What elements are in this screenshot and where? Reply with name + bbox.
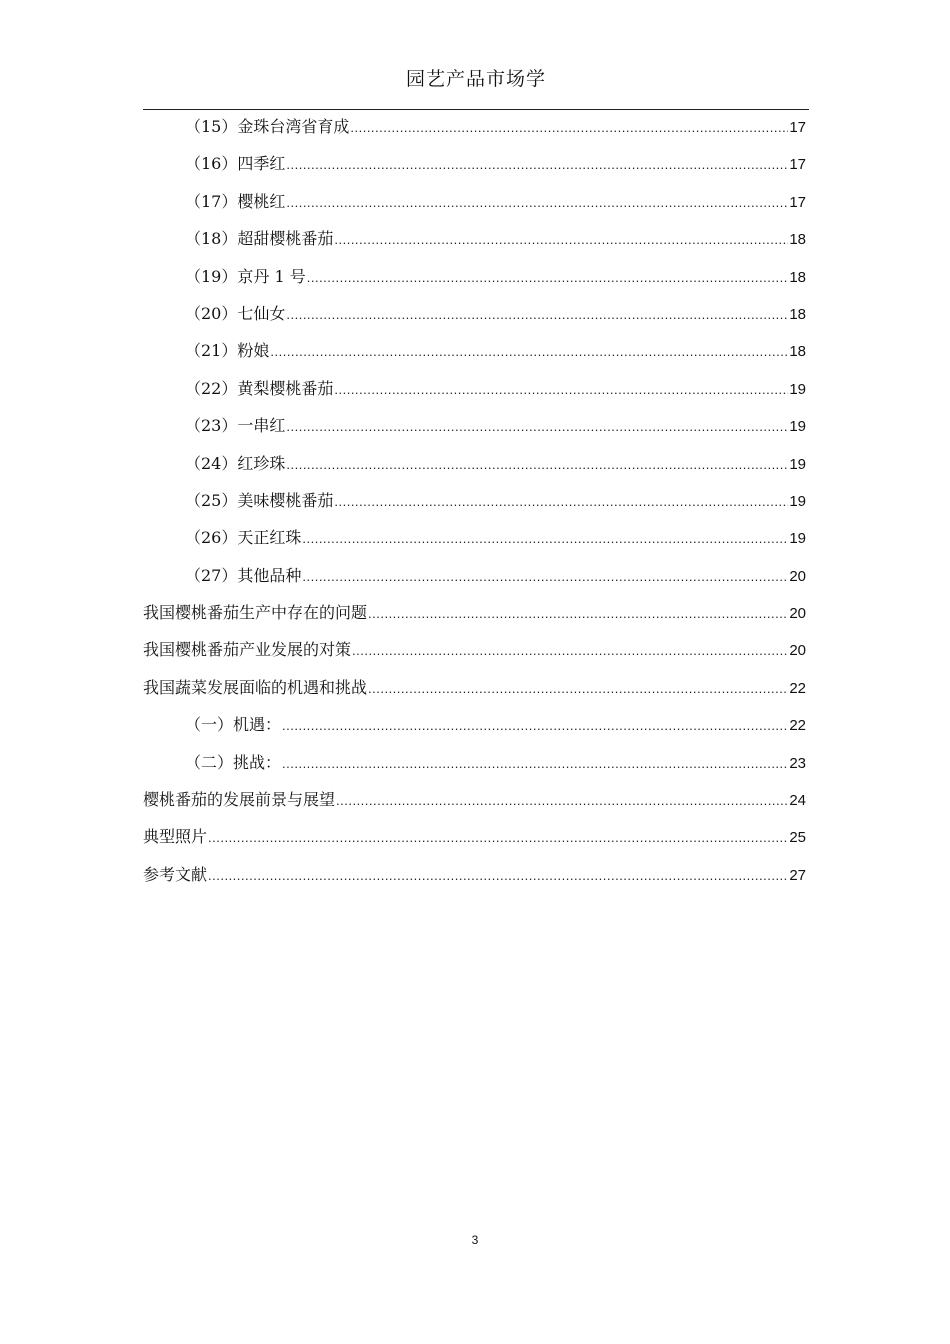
toc-entry[interactable] bbox=[143, 145, 806, 182]
toc-entry[interactable] bbox=[143, 818, 806, 855]
toc-entry-page: 17 bbox=[789, 156, 806, 174]
toc-entry[interactable] bbox=[143, 557, 806, 594]
toc-entry-title: 我国樱桃番茄产业发展的对策 bbox=[143, 640, 352, 660]
toc-entry-title: （21）粉娘 bbox=[185, 341, 270, 361]
toc-entry-page: 17 bbox=[789, 193, 806, 211]
toc-entry[interactable] bbox=[143, 258, 806, 295]
toc-entry-title: （27）其他品种 bbox=[185, 565, 302, 585]
table-of-contents bbox=[143, 108, 806, 893]
page-number: 3 bbox=[471, 1233, 479, 1247]
toc-entry-page: 20 bbox=[789, 567, 806, 585]
toc-entry-title: （26）天正红珠 bbox=[185, 528, 302, 548]
toc-entry-title: 樱桃番茄的发展前景与展望 bbox=[143, 790, 336, 810]
toc-entry-page: 19 bbox=[789, 418, 806, 436]
toc-dot-leader bbox=[352, 632, 788, 669]
toc-dot-leader bbox=[286, 446, 788, 483]
toc-dot-leader bbox=[286, 296, 788, 333]
toc-entry-title: （一）机遇： bbox=[185, 715, 282, 735]
toc-entry[interactable] bbox=[143, 482, 806, 519]
toc-entry-page: 19 bbox=[789, 455, 806, 473]
toc-entry[interactable] bbox=[143, 108, 806, 145]
toc-dot-leader bbox=[350, 109, 788, 146]
toc-dot-leader bbox=[368, 595, 788, 632]
toc-dot-leader bbox=[286, 146, 788, 183]
toc-entry-title: （16）四季红 bbox=[185, 154, 286, 174]
toc-entry-title: （25）美味樱桃番茄 bbox=[185, 490, 334, 510]
toc-entry-title: （24）红珍珠 bbox=[185, 453, 286, 473]
toc-entry[interactable] bbox=[143, 594, 806, 631]
toc-dot-leader bbox=[307, 259, 789, 296]
toc-entry-page: 18 bbox=[789, 231, 806, 249]
toc-entry-title: 我国蔬菜发展面临的机遇和挑战 bbox=[143, 677, 368, 697]
toc-dot-leader bbox=[334, 483, 788, 520]
toc-entry-title: （17）樱桃红 bbox=[185, 191, 286, 211]
toc-entry-page: 22 bbox=[789, 717, 806, 735]
toc-entry[interactable] bbox=[143, 445, 806, 482]
toc-entry-page: 19 bbox=[789, 492, 806, 510]
toc-dot-leader bbox=[302, 558, 788, 595]
toc-entry[interactable] bbox=[143, 407, 806, 444]
toc-entry-title: （22）黄梨樱桃番茄 bbox=[185, 378, 334, 398]
toc-dot-leader bbox=[334, 221, 788, 258]
toc-entry[interactable] bbox=[143, 332, 806, 369]
toc-dot-leader bbox=[334, 371, 788, 408]
toc-entry[interactable] bbox=[143, 183, 806, 220]
toc-entry-title: （19）京丹 1 号 bbox=[185, 266, 306, 286]
toc-entry-page: 18 bbox=[789, 268, 806, 286]
toc-dot-leader bbox=[208, 857, 788, 894]
toc-entry[interactable] bbox=[143, 295, 806, 332]
toc-dot-leader bbox=[282, 745, 788, 782]
toc-entry[interactable] bbox=[143, 856, 806, 893]
toc-entry-title: （15）金珠台湾省育成 bbox=[185, 117, 350, 136]
toc-entry-page: 19 bbox=[789, 380, 806, 398]
toc-entry-page: 23 bbox=[789, 754, 806, 772]
toc-entry-title: 典型照片 bbox=[143, 827, 208, 847]
toc-entry-title: （20）七仙女 bbox=[185, 303, 286, 323]
toc-dot-leader bbox=[270, 333, 788, 370]
toc-entry-page: 24 bbox=[789, 792, 806, 810]
toc-dot-leader bbox=[286, 408, 788, 445]
toc-entry[interactable] bbox=[143, 669, 806, 706]
toc-entry-page: 20 bbox=[789, 605, 806, 623]
toc-dot-leader bbox=[286, 184, 788, 221]
toc-entry[interactable] bbox=[143, 519, 806, 556]
toc-dot-leader bbox=[282, 707, 788, 744]
toc-entry-title: 参考文献 bbox=[143, 864, 208, 884]
toc-entry[interactable] bbox=[143, 370, 806, 407]
toc-entry-page: 19 bbox=[789, 530, 806, 548]
toc-entry[interactable] bbox=[143, 744, 806, 781]
toc-entry[interactable] bbox=[143, 781, 806, 818]
toc-dot-leader bbox=[368, 670, 788, 707]
toc-entry-title: 我国樱桃番茄生产中存在的问题 bbox=[143, 603, 368, 623]
toc-entry-title: （18）超甜樱桃番茄 bbox=[185, 229, 334, 249]
toc-entry[interactable] bbox=[143, 706, 806, 743]
toc-entry-page: 25 bbox=[789, 829, 806, 847]
toc-entry-page: 17 bbox=[789, 119, 806, 136]
toc-dot-leader bbox=[336, 782, 788, 819]
toc-entry-title: （二）挑战： bbox=[185, 752, 282, 772]
toc-entry-page: 22 bbox=[789, 679, 806, 697]
toc-entry[interactable] bbox=[143, 220, 806, 257]
toc-entry-page: 20 bbox=[789, 642, 806, 660]
toc-entry[interactable] bbox=[143, 631, 806, 668]
toc-entry-page: 27 bbox=[789, 866, 806, 884]
toc-entry-page: 18 bbox=[789, 343, 806, 361]
toc-dot-leader bbox=[208, 819, 788, 856]
toc-entry-page: 18 bbox=[789, 305, 806, 323]
toc-entry-title: （23）一串红 bbox=[185, 416, 286, 436]
page-header-title: 园艺产品市场学 bbox=[405, 68, 546, 90]
toc-dot-leader bbox=[302, 520, 788, 557]
